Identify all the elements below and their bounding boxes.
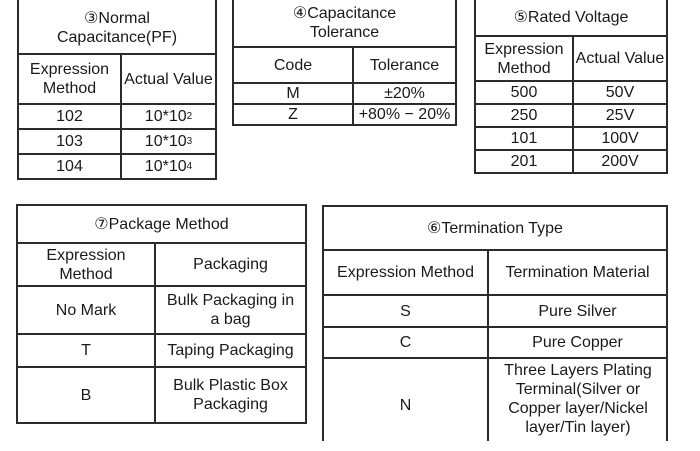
tolerance-value: ±20% — [384, 85, 425, 102]
voltage-code: 101 — [510, 130, 538, 147]
capacitance-title — [19, 2, 215, 53]
termination-value: Pure Copper — [532, 334, 623, 351]
package-value: Bulk Plastic Box Packaging — [173, 377, 288, 413]
capacitance-header-expression: Expression Method — [29, 61, 110, 97]
tolerance-title — [234, 0, 455, 46]
termination-value: Pure Silver — [538, 302, 617, 320]
capacitance-value: 10*10 4 — [144, 158, 193, 175]
voltage-value: 25V — [605, 107, 635, 124]
voltage-header-actual: Actual Value — [575, 50, 665, 67]
termination-value: Three Layers Plating Terminal(Silver or Copper layer/Nickel layer/Tin layer) — [504, 362, 652, 436]
tolerance-header-tolerance: Tolerance — [369, 56, 440, 74]
package-value: Taping Packaging — [167, 342, 294, 359]
capacitance-code: 102 — [56, 108, 83, 125]
voltage-header-expression: Expression Method — [484, 40, 564, 77]
termination-code: C — [399, 334, 412, 351]
termination-code: S — [400, 302, 411, 320]
tolerance-code: Z — [288, 106, 298, 123]
tolerance-code: M — [286, 85, 300, 102]
capacitance-value: 10*10 3 — [144, 133, 193, 150]
voltage-value: 200V — [601, 153, 639, 170]
package-code: T — [81, 342, 91, 359]
voltage-code: 201 — [510, 153, 538, 170]
package-header-packaging: Packaging — [193, 256, 268, 273]
capacitance-header-actual: Actual Value — [124, 70, 213, 88]
voltage-value: 50V — [605, 84, 635, 101]
package-code: B — [80, 386, 92, 404]
package-title: ⑦Package Method — [94, 215, 229, 233]
voltage-code: 250 — [510, 107, 538, 124]
capacitance-value: 10*10 2 — [144, 108, 193, 125]
package-header-expression: Expression Method — [46, 246, 126, 283]
termination-header-expression: Expression Method — [337, 264, 474, 281]
termination-title: ⑥Termination Type — [427, 219, 563, 237]
tolerance-value: +80% − 20% — [358, 106, 451, 123]
voltage-code: 500 — [510, 84, 538, 101]
termination-header-material: Termination Material — [505, 264, 650, 281]
tolerance-title-line1: ④Capacitance — [292, 5, 397, 22]
termination-code: N — [399, 396, 412, 414]
capacitance-code: 104 — [56, 158, 83, 175]
voltage-title: ⑤Rated Voltage — [513, 9, 629, 26]
tolerance-title-line2: Tolerance — [309, 24, 380, 41]
capacitance-code: 103 — [56, 133, 83, 150]
package-code: No Mark — [55, 301, 117, 319]
capacitance-title-line2: Capacitance(PF) — [56, 28, 178, 46]
termination-value-clip — [489, 359, 666, 441]
package-value: Bulk Packaging in a bag — [166, 292, 295, 328]
voltage-value: 100V — [601, 130, 639, 147]
capacitance-title-line1: ③Normal — [84, 9, 150, 27]
tolerance-header-code: Code — [273, 56, 313, 74]
